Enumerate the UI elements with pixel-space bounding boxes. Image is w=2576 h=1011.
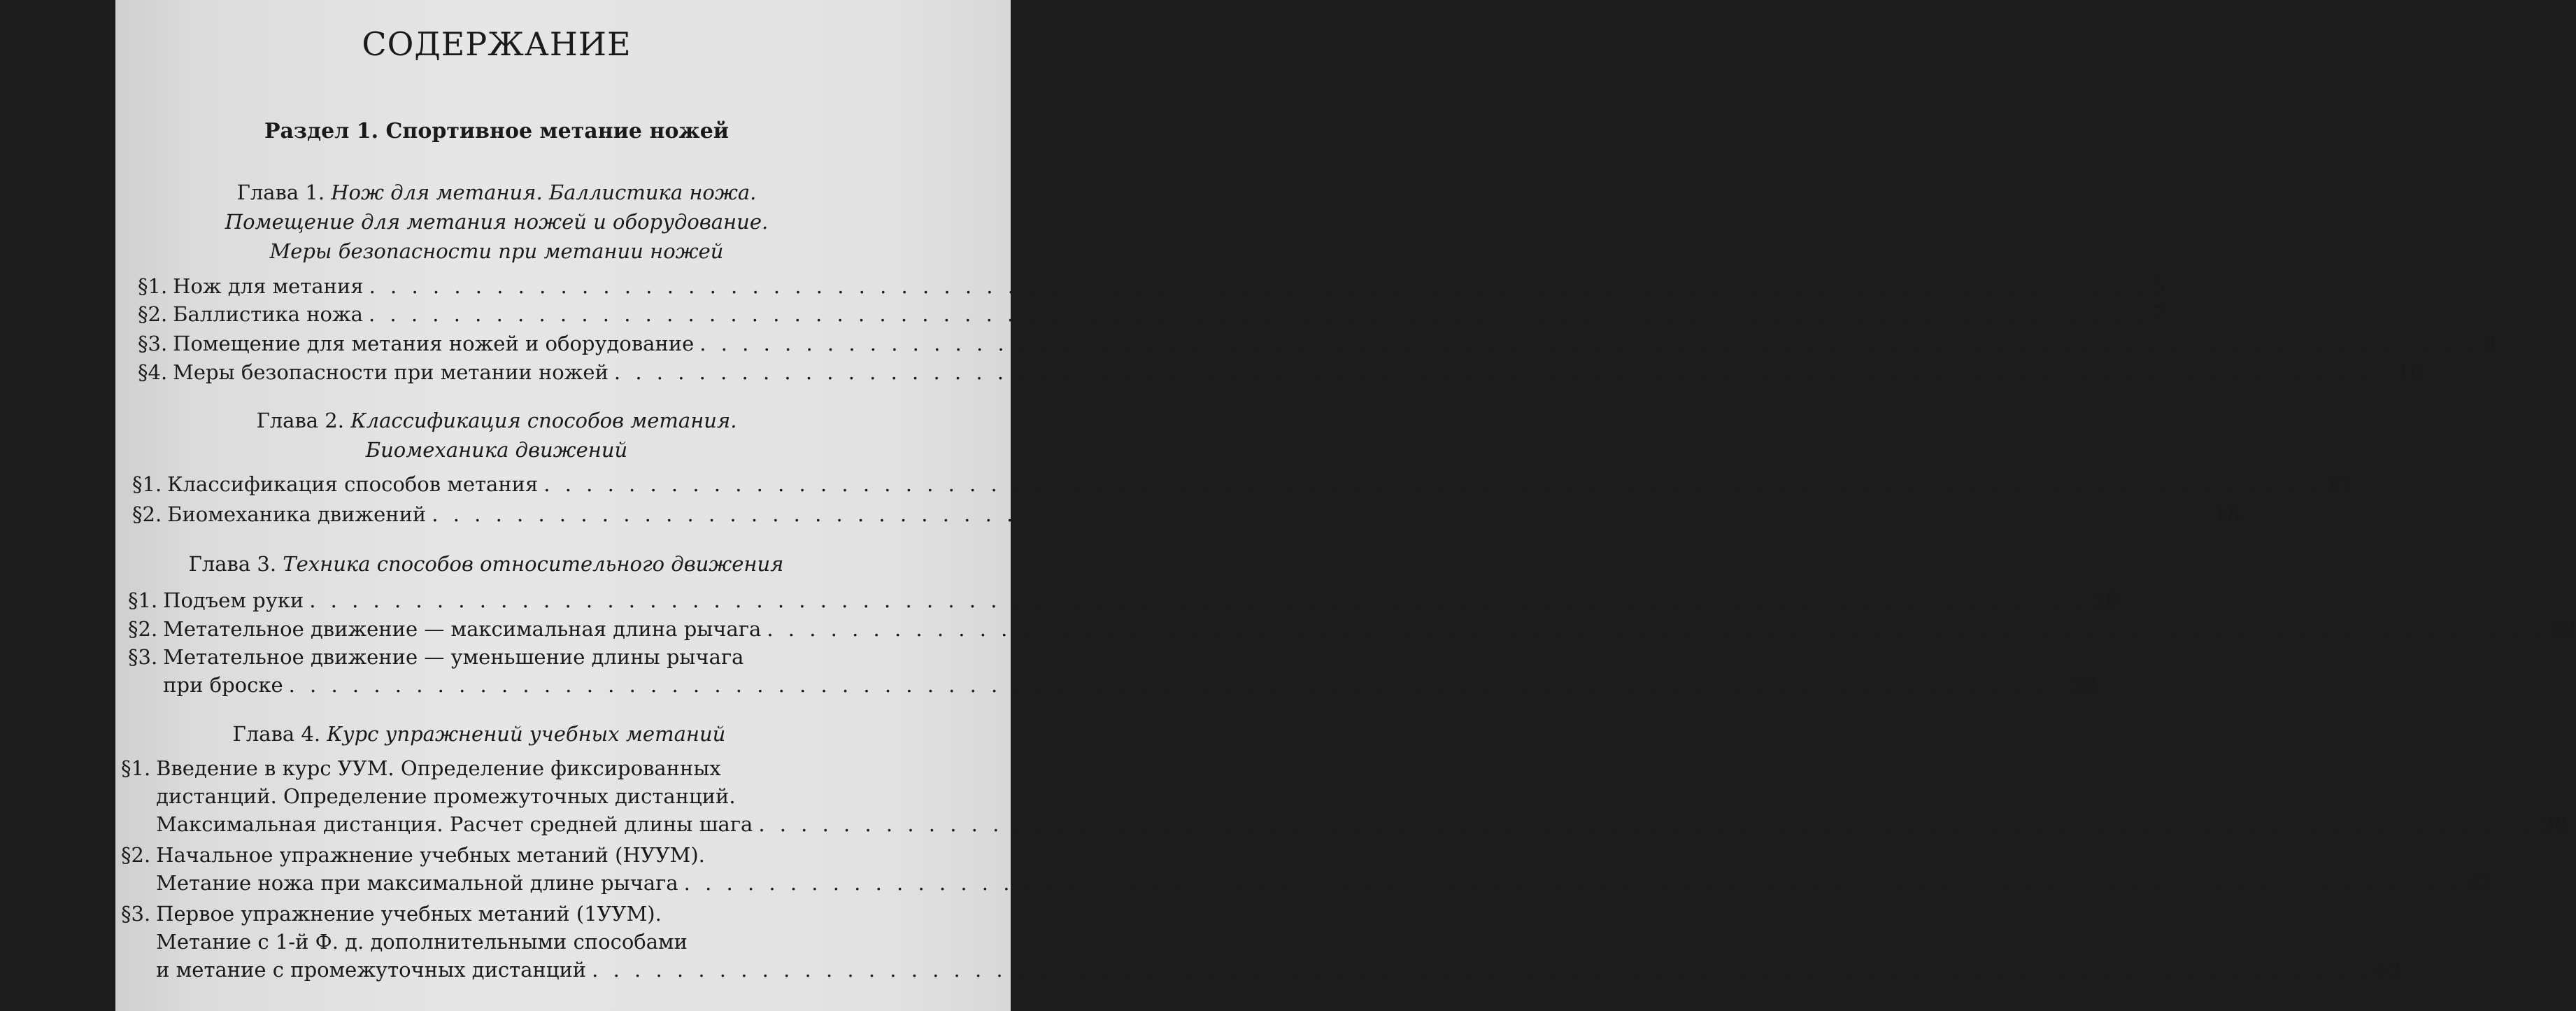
chapter-heading-4 xyxy=(115,719,843,749)
toc-entry[interactable] xyxy=(138,272,2165,300)
entry-number: §1. xyxy=(138,274,168,298)
entry-number: §1. xyxy=(121,756,151,780)
toc-entry[interactable] xyxy=(121,841,2493,897)
entry-title: Введение в курс УУМ. Определение фиксированных xyxy=(156,756,721,780)
entry-title: Помещение для метания ножей и оборудование xyxy=(173,332,695,355)
entry-number: §1. xyxy=(132,472,162,496)
entry-number: §3. xyxy=(138,332,168,355)
chapter-title-line: Меры безопасности при метании ножей xyxy=(269,239,724,263)
entry-page: 9 xyxy=(2482,332,2496,355)
chapter-prefix: Глава 2. xyxy=(256,409,344,432)
entry-title-continued: при броске xyxy=(163,673,283,697)
toc-entry[interactable] xyxy=(138,358,2424,386)
entry-title: Метательное движение — уменьшение длины рычага xyxy=(163,645,744,669)
entry-title: Начальное упражнение учебных метаний (НУУМ). xyxy=(156,843,705,867)
entry-page: 38 xyxy=(2541,812,2568,836)
chapter-prefix: Глава 3. xyxy=(188,552,277,576)
toc-entry[interactable] xyxy=(132,470,2353,498)
entry-page: 17 xyxy=(2326,472,2353,496)
toc-entry[interactable] xyxy=(128,615,2576,643)
leader-dots xyxy=(369,272,2147,300)
entry-page: 28 xyxy=(2092,588,2119,612)
entry-number: §2. xyxy=(121,843,151,867)
entry-page: 33 xyxy=(2072,673,2098,697)
entry-title-continued: Максимальная дистанция. Расчет средней длины шага xyxy=(156,812,753,836)
entry-title: Баллистика ножа xyxy=(173,302,363,326)
leader-dots xyxy=(309,586,2086,614)
leader-dots xyxy=(767,615,2544,643)
entry-number: §3. xyxy=(121,902,151,926)
leader-dots xyxy=(758,810,2535,838)
chapter-title-line: Нож для метания. Баллистика ножа. xyxy=(331,181,757,204)
section-title: Раздел 1. Спортивное метание ножей xyxy=(264,119,730,143)
toc-entry[interactable] xyxy=(121,754,2568,838)
entry-page: 7 xyxy=(2151,302,2165,326)
entry-page: 43 xyxy=(2375,958,2401,982)
entry-title-continued: дистанций. Определение промежуточных дистанций. xyxy=(156,784,736,808)
book-page xyxy=(115,0,2576,1011)
toc-entry[interactable] xyxy=(121,900,2401,984)
entry-title: Биомеханика движений xyxy=(167,502,427,526)
leader-dots xyxy=(699,330,2477,358)
leader-dots xyxy=(289,671,2066,699)
chapter-title-line: Биомеханика движений xyxy=(365,438,628,462)
toc-entry[interactable] xyxy=(132,500,2241,528)
entry-page: 42 xyxy=(2467,871,2493,895)
chapter-title-line: Техника способов относительного движения xyxy=(283,552,784,576)
entry-title-continued: и метание с промежуточных дистанций xyxy=(156,958,587,982)
toc-entry[interactable] xyxy=(128,643,2098,699)
entry-title: Подъем руки xyxy=(163,588,304,612)
entry-title: Метательное движение — максимальная длина рычага xyxy=(163,617,762,641)
entry-number: §3. xyxy=(128,645,158,669)
entry-number: §2. xyxy=(138,302,168,326)
entry-title: Классификация способов метания xyxy=(167,472,539,496)
leader-dots xyxy=(592,956,2369,984)
chapter-title-line: Классификация способов метания. xyxy=(350,409,737,432)
chapter-prefix: Глава 4. xyxy=(232,722,321,746)
entry-number: §2. xyxy=(128,617,158,641)
toc-entry[interactable] xyxy=(138,330,2496,358)
entry-title-continued: Метание ножа при максимальной длине рычага xyxy=(156,871,678,895)
chapter-title-line: Помещение для метания ножей и оборудование. xyxy=(225,210,769,234)
entry-title: Нож для метания xyxy=(173,274,364,298)
entry-title-continued: Метание с 1-й Ф. д. дополнительными способами xyxy=(156,930,688,954)
leader-dots xyxy=(684,869,2461,897)
entry-page: 18 xyxy=(2214,502,2241,526)
entry-number: §1. xyxy=(128,588,158,612)
entry-title: Первое упражнение учебных метаний (1УУМ). xyxy=(156,902,662,926)
toc-entry[interactable] xyxy=(138,300,2165,328)
chapter-heading-3 xyxy=(115,549,857,579)
entry-number: §4. xyxy=(138,360,168,384)
toc-entry[interactable] xyxy=(128,586,2119,614)
leader-dots xyxy=(432,500,2209,528)
chapter-heading-1 xyxy=(115,178,878,266)
entry-number: §2. xyxy=(132,502,162,526)
entry-title: Меры безопасности при метании ножей xyxy=(173,360,609,384)
entry-page: 28 xyxy=(2549,617,2576,641)
entry-page: 16 xyxy=(2397,360,2424,384)
chapter-prefix: Глава 1. xyxy=(236,181,325,204)
entry-page: 5 xyxy=(2152,274,2165,298)
chapter-heading-2 xyxy=(115,406,878,465)
leader-dots xyxy=(614,358,2391,386)
chapter-title-line: Курс упражнений учебных метаний xyxy=(327,722,726,746)
leader-dots xyxy=(543,470,2321,498)
leader-dots xyxy=(369,300,2146,328)
page-title: СОДЕРЖАНИЕ xyxy=(362,25,632,63)
